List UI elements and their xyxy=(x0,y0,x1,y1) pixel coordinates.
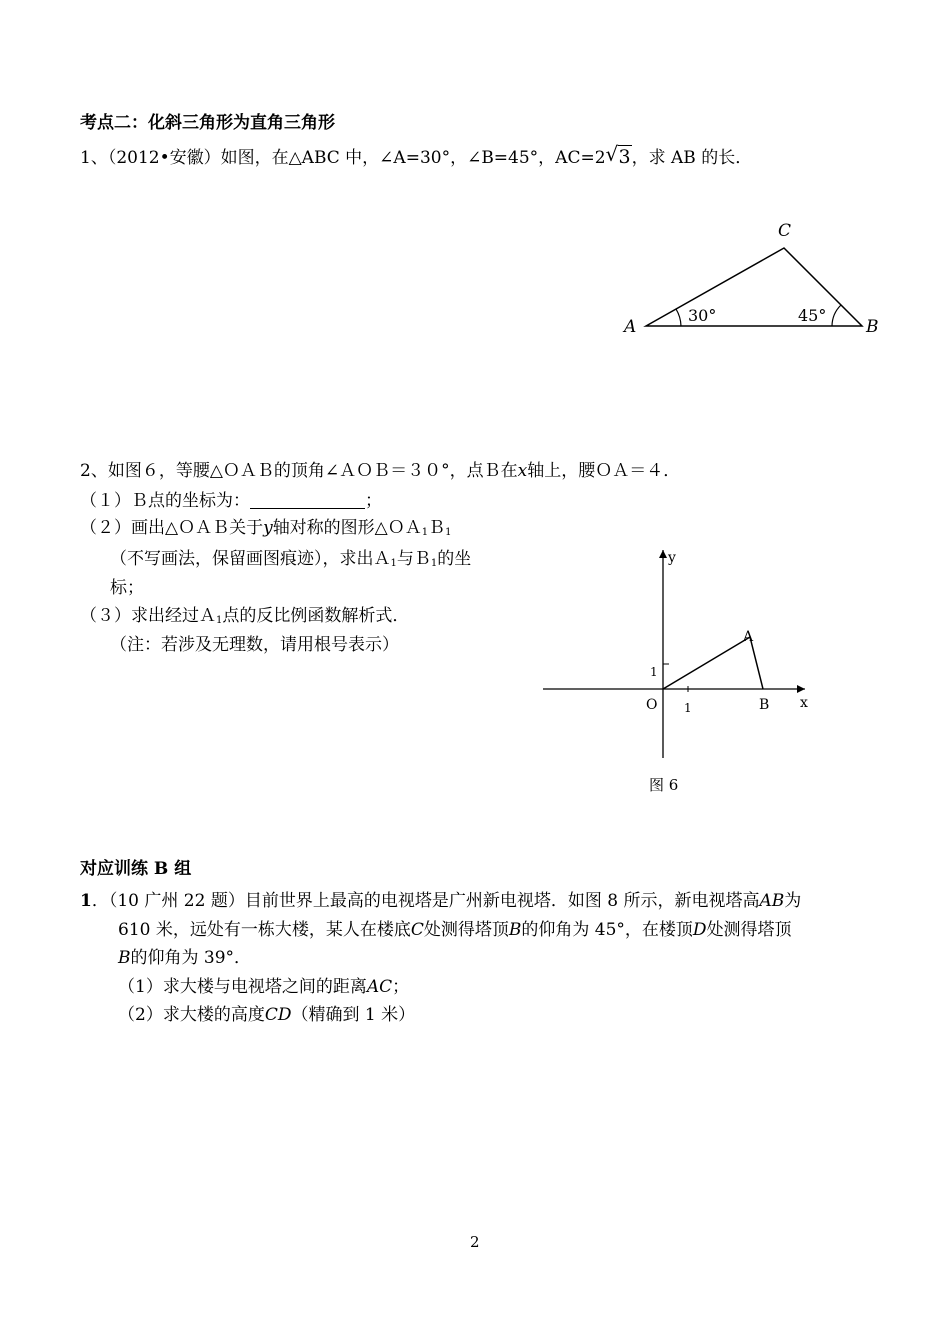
gb-q1-part2-a: （2）求大楼的高度 xyxy=(118,1005,265,1025)
q2-part1-text: （１）Ｂ点的坐标为： xyxy=(80,491,250,511)
label-c: C xyxy=(778,221,792,241)
q2-line1-b: 轴上，腰ＯＡ＝４． xyxy=(527,461,681,481)
group-b-q1-part-1 xyxy=(118,976,409,998)
angle-a-label: 30° xyxy=(688,306,717,325)
q2-var-x: x xyxy=(517,461,528,481)
question-2-note: （注：若涉及无理数，请用根号表示） xyxy=(110,635,399,655)
gb-q1-line2-a: 610 米，远处有一栋大楼，某人在楼底 xyxy=(118,920,411,940)
label-a: A xyxy=(743,629,754,645)
q2-part2-line2-b: 与Ｂ xyxy=(396,549,431,569)
group-b-heading: 对应训练 B 组 xyxy=(80,859,192,879)
label-o: O xyxy=(646,697,658,713)
q2-line1-a: 2、如图６，等腰△ＯＡＢ的顶角∠ＡＯＢ＝３０°，点Ｂ在 xyxy=(80,461,518,481)
var-ac: AC xyxy=(366,977,393,997)
sqrt-radicand: 3 xyxy=(618,146,631,168)
q1-suffix: ，求 AB 的长． xyxy=(631,148,753,168)
group-b-q1-line-1 xyxy=(80,890,801,912)
subscript: 1 xyxy=(216,615,223,626)
question-number: 1 xyxy=(80,891,92,911)
var-c: C xyxy=(410,920,424,940)
y-axis-arrow xyxy=(659,550,667,558)
triangle-figure xyxy=(618,212,888,342)
gb-q1-line2-e: 处测得塔顶 xyxy=(706,920,792,940)
question-2-part-2-line-2 xyxy=(110,548,471,575)
gb-q1-line2-d: 的仰角为 45°，在楼顶 xyxy=(521,920,693,940)
var-d: D xyxy=(692,920,707,940)
angle-b-arc xyxy=(832,305,841,326)
answer-blank[interactable] xyxy=(250,492,365,509)
label-b: B xyxy=(759,697,770,713)
gb-q1-line1-a: ．（10 广州 22 题）目前世界上最高的电视塔是广州新电视塔．如图 8 所示，新电视塔高 xyxy=(91,891,760,911)
var-b: B xyxy=(508,920,522,940)
angle-a-arc xyxy=(676,309,681,326)
subscript: 1 xyxy=(430,558,438,569)
q2-part3-b: 点的反比例函数解析式． xyxy=(222,606,410,626)
q2-part2-c: Ｂ xyxy=(428,518,446,538)
label-a: A xyxy=(624,317,637,337)
var-b: B xyxy=(118,948,131,968)
page-number: 2 xyxy=(470,1233,480,1251)
q2-part2-a: （２）画出△ＯＡＢ关于 xyxy=(80,518,264,538)
question-2-part-3 xyxy=(80,605,409,632)
label-b: B xyxy=(866,317,879,337)
question-2-part-1 xyxy=(80,490,382,512)
q2-var-y: y xyxy=(263,518,273,538)
gb-q1-line1-b: 为 xyxy=(784,891,802,911)
gb-q1-line2-b: 处测得塔顶 xyxy=(423,920,509,940)
group-b-q1-line-3 xyxy=(118,947,251,969)
label-y: y xyxy=(668,550,676,566)
var-ab: AB xyxy=(759,891,785,911)
section-heading: 考点二：化斜三角形为直角三角形 xyxy=(80,113,335,133)
subscript: 1 xyxy=(421,527,429,538)
tick-label-x: 1 xyxy=(684,701,692,715)
question-2-part-2-line-3: 标； xyxy=(110,578,144,598)
q2-part3-a: （３）求出经过Ａ xyxy=(80,606,216,626)
question-1-text xyxy=(80,142,753,169)
x-axis-arrow xyxy=(797,685,805,693)
var-cd: CD xyxy=(264,1005,292,1025)
subscript: 1 xyxy=(445,527,452,538)
gb-q1-part2-b: （精确到 1 米） xyxy=(291,1005,416,1025)
figure-caption: 图 6 xyxy=(649,776,679,794)
q1-prefix: 1、（2012•安徽）如图，在△ABC 中，∠A=30°，∠B=45°，AC=2 xyxy=(80,148,606,168)
angle-b-label: 45° xyxy=(798,306,827,325)
gb-q1-line3-a: 的仰角为 39°． xyxy=(130,948,252,968)
q2-part2-b: 轴对称的图形△ＯＡ xyxy=(272,518,422,538)
subscript: 1 xyxy=(390,558,397,569)
q2-part2-line2-c: 的坐 xyxy=(437,549,472,569)
question-2-line-1 xyxy=(80,460,680,482)
group-b-q1-part-2 xyxy=(118,1004,415,1026)
tick-label-y: 1 xyxy=(650,665,658,679)
q2-part1-end: ； xyxy=(365,491,382,511)
gb-q1-part1-a: （1）求大楼与电视塔之间的距离 xyxy=(118,977,367,997)
q2-part2-line2-a: （不写画法，保留画图痕迹），求出Ａ xyxy=(110,549,391,569)
group-b-q1-line-2 xyxy=(118,919,792,941)
label-x: x xyxy=(800,695,808,711)
gb-q1-part1-b: ； xyxy=(392,977,410,997)
coordinate-figure xyxy=(535,540,825,800)
sqrt-expression: √ 3 xyxy=(605,142,631,168)
question-2-part-2 xyxy=(80,517,452,544)
